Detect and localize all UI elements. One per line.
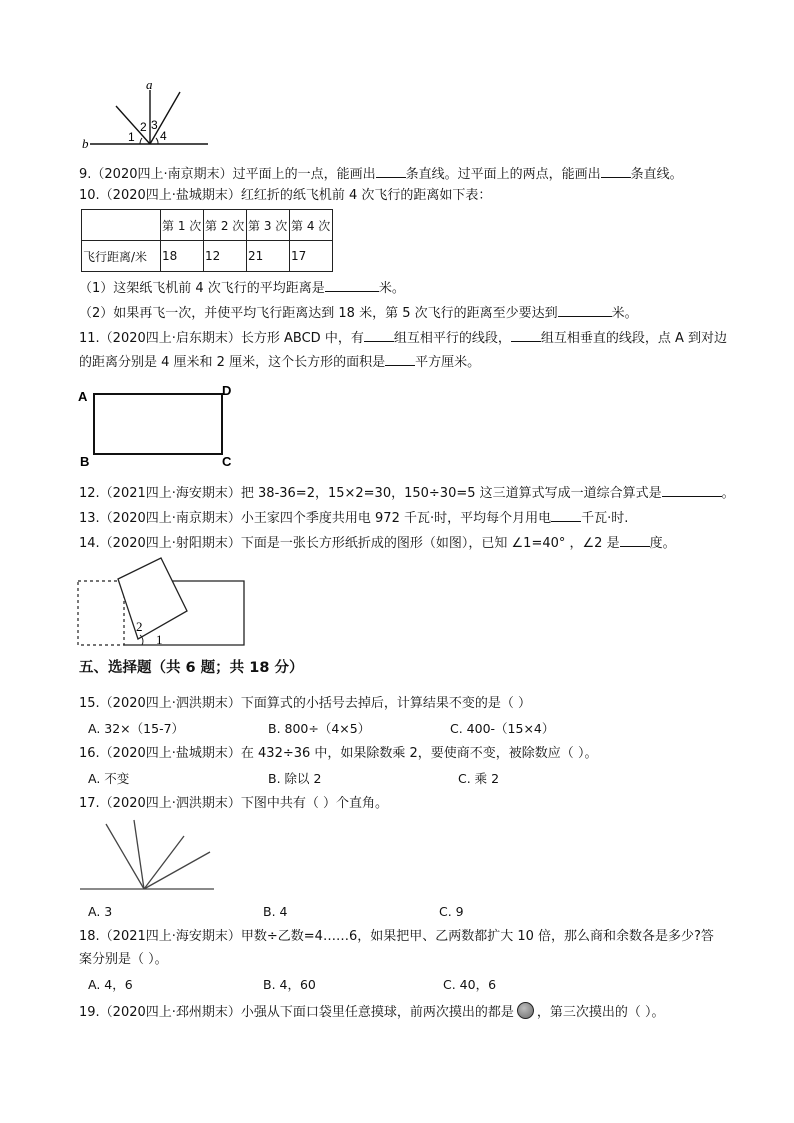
q10-sub2-suffix: 米。 [611, 306, 638, 321]
vertex-label-c: C [222, 454, 232, 469]
q15-option-b[interactable]: B. 800÷（4×5） [268, 721, 371, 736]
q11-line2-prefix: 的距离分别是 4 厘米和 2 厘米，这个长方形的面积是 [79, 355, 386, 370]
right-angle-figure [78, 818, 218, 893]
q11-part-1: 11.（2020四上·启东期末）长方形 ABCD 中，有 [79, 331, 364, 346]
question-18 [79, 928, 714, 946]
q10-sub2-blank[interactable] [558, 303, 612, 317]
q9-prefix: 9.（2020四上·南京期末）过平面上的一点，能画出 [79, 167, 376, 182]
q12-suffix: 。 [721, 486, 735, 501]
table-header-row [82, 210, 333, 241]
question-14 [79, 533, 676, 553]
question-9 [79, 164, 683, 184]
question-16 [79, 745, 597, 763]
flight-distance-table [81, 209, 333, 272]
q12-prefix: 12.（2021四上·海安期末）把 38-36=2，15×2=30，150÷30=5 这三道算式写成一道综合算式是 [79, 486, 662, 501]
ray-1 [106, 824, 144, 889]
q10-sub1-blank[interactable] [325, 278, 379, 292]
folded-paper-figure [76, 555, 248, 649]
question-12 [79, 483, 735, 503]
q11-line2-suffix: 平方厘米。 [415, 355, 481, 370]
q17-option-c[interactable]: C. 9 [439, 904, 464, 919]
q18-option-b[interactable]: B. 4，60 [263, 977, 316, 992]
q17-option-b[interactable]: B. 4 [263, 904, 288, 919]
question-11-line-2 [79, 352, 480, 372]
table-cell: 17 [290, 241, 333, 272]
q18-prompt-line-2: 案分别是（ ）。 [79, 952, 168, 967]
q12-blank[interactable] [662, 483, 722, 497]
label-a: a [146, 78, 153, 92]
q11-blank-1[interactable] [364, 328, 394, 342]
question-18-line-2 [79, 951, 168, 969]
q14-blank[interactable] [620, 533, 650, 547]
q19-suffix: ，第三次摸出的（ ）。 [536, 1005, 665, 1020]
vertex-label-a: A [78, 389, 88, 404]
q10-sub2-prefix: （2）如果再飞一次，并使平均飞行距离达到 18 米，第 5 次飞行的距离至少要达到 [79, 306, 558, 321]
table-header-cell [82, 210, 161, 241]
table-row [82, 241, 333, 272]
gray-ball-icon [517, 1002, 534, 1019]
q10-prompt: 10.（2020四上·盐城期末）红红折的纸飞机前 4 次飞行的距离如下表： [79, 188, 492, 203]
angle-label-1: 1 [156, 632, 163, 647]
angle-label-2: 2 [136, 619, 143, 634]
rectangle-abcd-figure [76, 382, 246, 472]
q16-option-b[interactable]: B. 除以 2 [268, 771, 322, 786]
angle-label-4: 4 [160, 129, 167, 143]
q10-sub1-prefix: （1）这架纸飞机前 4 次飞行的平均距离是 [79, 281, 325, 296]
q11-blank-2[interactable] [511, 328, 541, 342]
table-row-label: 飞行距离/米 [82, 241, 161, 272]
ray-2 [134, 820, 144, 889]
table-header-cell: 第 4 次 [290, 210, 333, 241]
label-b: b [82, 136, 89, 148]
q18-option-a[interactable]: A. 4，6 [88, 977, 133, 992]
q9-blank-2[interactable] [601, 164, 631, 178]
question-19 [79, 1002, 665, 1022]
q11-part-3: 组互相垂直的线段，点 A 到对边 [540, 331, 728, 346]
dashed-original-outline [78, 581, 124, 645]
folded-flap [118, 558, 187, 639]
q10-sub-1 [79, 278, 405, 298]
q17-option-a[interactable]: A. 3 [88, 904, 113, 919]
q16-option-a[interactable]: A. 不变 [88, 771, 130, 786]
vertex-label-b: B [80, 454, 90, 469]
q14-suffix: 度。 [649, 536, 676, 551]
angle-label-2: 2 [140, 120, 147, 134]
table-header-cell: 第 2 次 [204, 210, 247, 241]
q10-sub-2 [79, 303, 638, 323]
q13-prefix: 13.（2020四上·南京期末）小王家四个季度共用电 972 千瓦·时，平均每个月用电 [79, 511, 552, 526]
question-13 [79, 508, 628, 528]
angle-label-1: 1 [128, 130, 135, 144]
ray-4 [144, 852, 210, 889]
section-5-title: 五、选择题（共 6 题；共 18 分） [79, 660, 304, 676]
q9-blank-1[interactable] [376, 164, 406, 178]
q10-sub1-suffix: 米。 [378, 281, 405, 296]
angle-label-3: 3 [151, 118, 158, 132]
q19-prefix: 19.（2020四上·邳州期末）小强从下面口袋里任意摸球，前两次摸出的都是 [79, 1005, 514, 1020]
q15-option-c[interactable]: C. 400-（15×4） [450, 721, 555, 736]
q18-option-c[interactable]: C. 40，6 [443, 977, 497, 992]
q9-suffix: 条直线。 [630, 167, 683, 182]
question-15 [79, 695, 531, 713]
table-header-cell: 第 1 次 [161, 210, 204, 241]
q13-suffix: 千瓦·时. [581, 511, 629, 526]
q11-blank-3[interactable] [385, 352, 415, 366]
question-10 [79, 187, 491, 205]
table-cell: 21 [247, 241, 290, 272]
vertex-label-d: D [222, 383, 232, 398]
q16-prompt: 16.（2020四上·盐城期末）在 432÷36 中，如果除数乘 2，要使商不变，被除数应（ ）。 [79, 746, 598, 761]
q18-prompt-line-1: 18.（2021四上·海安期末）甲数÷乙数=4……6，如果把甲、乙两数都扩大 10 倍，那么商和余数各是多少?答 [79, 929, 714, 944]
table-cell: 12 [204, 241, 247, 272]
ray-3 [144, 836, 184, 889]
question-17 [79, 795, 388, 813]
rectangle-abcd [94, 394, 222, 454]
q11-part-2: 组互相平行的线段， [393, 331, 511, 346]
q16-option-c[interactable]: C. 乘 2 [458, 771, 500, 786]
q13-blank[interactable] [551, 508, 581, 522]
question-11 [79, 328, 727, 348]
table-header-cell: 第 3 次 [247, 210, 290, 241]
table-cell: 18 [161, 241, 204, 272]
q9-mid: 条直线。过平面上的两点，能画出 [405, 167, 601, 182]
q14-prefix: 14.（2020四上·射阳期末）下面是一张长方形纸折成的图形（如图），已知 ∠1=40° ，∠2 是 [79, 536, 620, 551]
angle-figure [80, 78, 210, 148]
q17-prompt: 17.（2020四上·泗洪期末）下图中共有（ ）个直角。 [79, 796, 389, 811]
q15-prompt: 15.（2020四上·泗洪期末）下面算式的小括号去掉后，计算结果不变的是（ ） [79, 696, 532, 711]
q15-option-a[interactable]: A. 32×（15-7） [88, 721, 185, 736]
